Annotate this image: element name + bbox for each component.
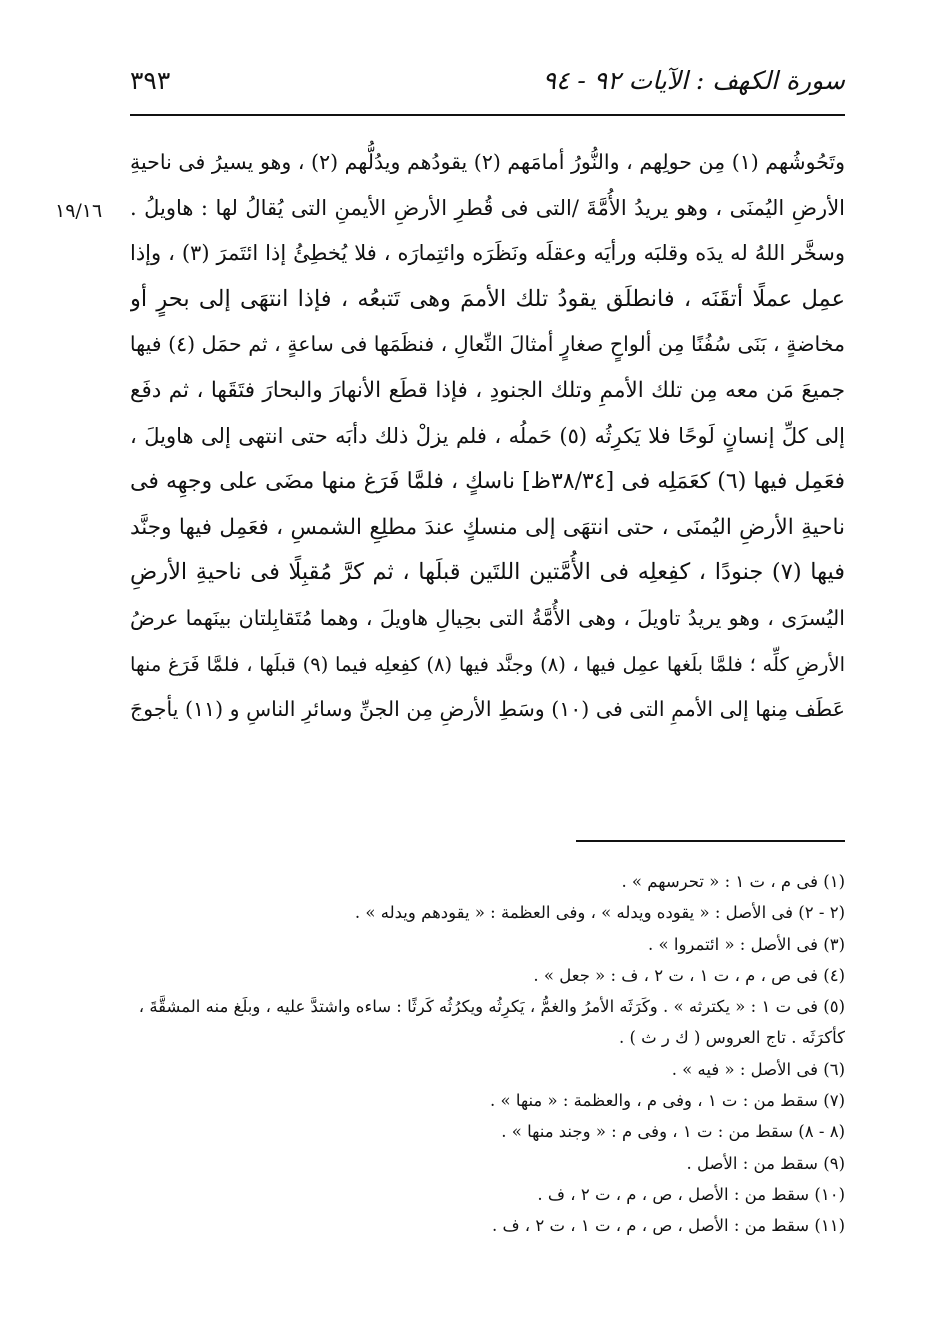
footnote: (٧) سقط من : ت ١ ، وفى م ، والعظمة : « منها » . xyxy=(489,1091,845,1111)
text-line: اليُسرَى ، وهو يريدُ تاويلَ ، وهى الأُمَّةُ التى بحِيالِ هاويلَ ، وهما مُتَقابِلتان بينَهما عرضُ xyxy=(130,605,845,630)
margin-reference: ١٩/١٦ xyxy=(55,200,103,222)
text-line: مخاضةٍ ، بَنَى سُفُنًا مِن ألواحٍ صغارٍ أمثالَ النِّعالِ ، فنظَمَها فى ساعةٍ ، ثم حمَل (٤) فيها xyxy=(130,332,845,357)
footnote: (٨ - ٨) سقط من : ت ١ ، وفى م : « وجند منها » . xyxy=(501,1122,845,1142)
text-line: ناحيةِ الأرضِ اليُمنَى ، حتى انتهَى إلى منسكٍ عندَ مطلِعِ الشمسِ ، فعَمِل فيها وجنَّد xyxy=(130,514,845,540)
text-line: وتَحُوشُهم (١) مِن حولِهم ، والنُّورُ أمامَهم (٢) يقودُهم ويدُلُّهم (٢) ، وهو يسيرُ فى ناحيةِ xyxy=(130,150,845,174)
running-header xyxy=(130,62,845,112)
text-line: إلى كلِّ إنسانٍ لَوحًا فلا يَكرِثُه (٥) حَملُه ، فلم يزلْ ذلك دأبَه حتى انتهى إلى هاويلَ ، xyxy=(130,423,845,448)
text-line: وسخَّر اللهُ له يدَه وقلبَه ورأيَه وعقلَه ونَظَرَه وائتِمارَه ، فلا يُخطِئُ إذا ائتَمرَ (٣) ، وإذا xyxy=(130,241,845,266)
footnote: (٦) فى الأصل : « فيه » . xyxy=(671,1059,845,1079)
footnotes xyxy=(100,866,845,1242)
footnote: (٥) فى ت ١ : « يكترثه » . وكَرَثَه الأمرُ والغمُّ ، يَكرِثُه ويكرُثُه كَرثًا : ساءه واشتدَّ عليه ، وبلَغ منه المشقَّةَ ، xyxy=(138,997,845,1017)
footnote: (١) فى م ، ت ١ : « تحرسهم » . xyxy=(621,872,845,891)
footnote-separator xyxy=(576,840,845,842)
header-rule xyxy=(130,114,845,116)
header-title: سورة الكهف : الآيات ٩٢ - ٩٤ xyxy=(542,66,845,95)
text-line: عمِل عملًا أتقَنَه ، فانطلَق يقودُ تلك الأممَ وهى تَتبعُه ، فإذا انتهَى إلى بحرٍ أو xyxy=(130,285,845,312)
footnote: (٢ - ٢) فى الأصل : « يقوده ويدله » ، وفى العظمة : « يقودهم ويدله » . xyxy=(354,903,845,923)
main-text xyxy=(130,140,845,733)
footnote: (٣) فى الأصل : « ائتمروا » . xyxy=(648,934,845,954)
text-line: الأرضِ اليُمنَى ، وهو يريدُ الأُمَّةَ /التى فى قُطرِ الأرضِ الأيمنِ التى يُقالُ لها : هاويلُ . xyxy=(130,195,845,220)
footnote: (٤) فى ص ، م ، ت ١ ، ت ٢ ، ف : « جعل » . xyxy=(533,965,845,985)
footnote: كأكرَثَه . تاج العروس ( ك ر ث ) . xyxy=(618,1028,845,1048)
text-line: جميعَ مَن معه مِن تلك الأممِ وتلك الجنودِ ، فإذا قطَع الأنهارَ والبحارَ فتَقَها ، ثم دفَع xyxy=(130,377,845,403)
text-line: فيها (٧) جنودًا ، كفِعلِه فى الأُمَّتين اللتَين قبلَها ، ثم كرَّ مُقبِلًا فى ناحيةِ الأرضِ xyxy=(130,559,845,586)
footnote: (١٠) سقط من : الأصل ، ص ، م ، ت ٢ ، ف . xyxy=(537,1184,845,1204)
footnote: (٩) سقط من : الأصل . xyxy=(686,1153,845,1173)
text-line: عَطَف مِنها إلى الأممِ التى فى (١٠) وسَطِ الأرضِ مِن الجنِّ وسائرِ الناسِ و (١١) يأجوجَ xyxy=(130,697,845,722)
text-line: الأرضِ كلِّه ؛ فلمَّا بلَغها عمِل فيها ، (٨) وجنَّد فيها (٨) كفِعلِه فيما (٩) قبلَها ، فلمَّا فَرَغ منها xyxy=(130,652,845,676)
text-line: فعَمِل فيها (٦) كعَمَلِه فى [٣٨/٣٤ظ] ناسكٍ ، فلمَّا فَرَغ منها مضَى على وجهِه فى xyxy=(130,469,845,495)
page-number: ٣٩٣ xyxy=(130,66,171,95)
footnote: (١١) سقط من : الأصل ، ص ، م ، ت ١ ، ت ٢ ، ف . xyxy=(491,1216,845,1236)
